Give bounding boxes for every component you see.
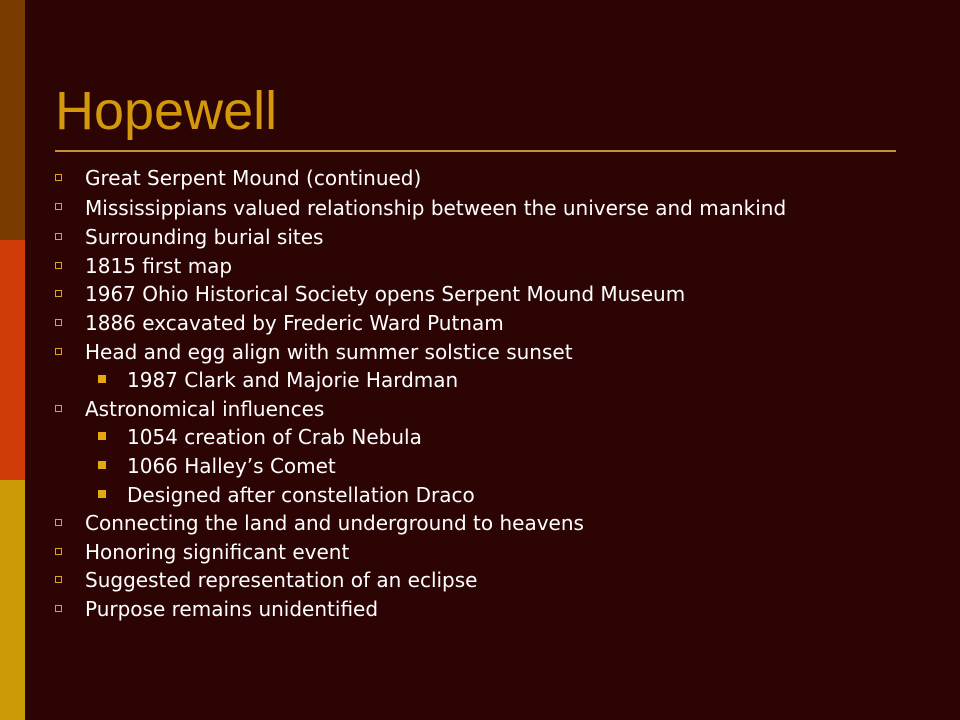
bullet-item (50, 539, 840, 564)
hollow-square-bullet-icon (55, 319, 62, 326)
bullet-item (50, 310, 840, 335)
filled-square-bullet-icon (98, 375, 106, 383)
bullet-text: Head and egg align with summer solstice sunset (85, 339, 573, 364)
bullet-text: 1054 creation of Crab Nebula (127, 425, 422, 450)
hollow-square-bullet-icon (55, 605, 62, 612)
title-divider (55, 150, 896, 152)
bullet-item (50, 197, 840, 219)
hollow-square-bullet-icon (55, 519, 62, 526)
bullet-text: 1987 Clark and Majorie Hardman (127, 368, 459, 393)
bullet-text: Connecting the land and underground to heavens (85, 511, 584, 536)
bullet-text: Designed after constellation Draco (127, 482, 475, 507)
filled-square-bullet-icon (98, 432, 106, 440)
hollow-square-bullet-icon (55, 405, 62, 412)
bullet-text: Astronomical influences (85, 396, 325, 421)
hollow-square-bullet-icon (55, 233, 62, 240)
bullet-text: Suggested representation of an eclipse (85, 568, 478, 593)
bullet-list (50, 168, 840, 628)
slide-title: Hopewell (55, 81, 278, 141)
bullet-item (50, 282, 840, 307)
left-stripe-bottom (0, 480, 25, 720)
sub-bullet-item (50, 425, 840, 450)
sub-bullet-item (50, 453, 840, 478)
bullet-text: Purpose remains unidentified (85, 596, 379, 621)
bullet-item (50, 168, 840, 188)
hollow-square-bullet-icon (55, 290, 62, 297)
bullet-item (50, 253, 840, 278)
bullet-text: Honoring significant event (85, 539, 350, 564)
hollow-square-bullet-icon (55, 548, 62, 555)
bullet-item (50, 396, 840, 421)
bullet-text: 1815 first map (85, 253, 233, 278)
bullet-text: 1886 excavated by Frederic Ward Putnam (85, 310, 504, 335)
left-stripe-middle (0, 240, 25, 480)
hollow-square-bullet-icon (55, 174, 62, 181)
bullet-text: Mississippians valued relationship between the universe and mankind (85, 195, 787, 220)
bullet-text: Great Serpent Mound (continued) (85, 166, 422, 190)
filled-square-bullet-icon (98, 461, 106, 469)
sub-bullet-item (50, 368, 840, 393)
filled-square-bullet-icon (98, 490, 106, 498)
bullet-text: 1066 Halley’s Comet (127, 453, 336, 478)
bullet-text: Surrounding burial sites (85, 225, 324, 250)
left-stripe-top (0, 0, 25, 240)
bullet-item (50, 568, 840, 593)
hollow-square-bullet-icon (55, 262, 62, 269)
hollow-square-bullet-icon (55, 203, 62, 210)
hollow-square-bullet-icon (55, 348, 62, 355)
bullet-item (50, 339, 840, 364)
bullet-text: 1967 Ohio Historical Society opens Serpent Mound Museum (85, 282, 686, 307)
bullet-item (50, 596, 840, 621)
bullet-item (50, 511, 840, 536)
bullet-item (50, 225, 840, 250)
sub-bullet-item (50, 482, 840, 507)
hollow-square-bullet-icon (55, 576, 62, 583)
